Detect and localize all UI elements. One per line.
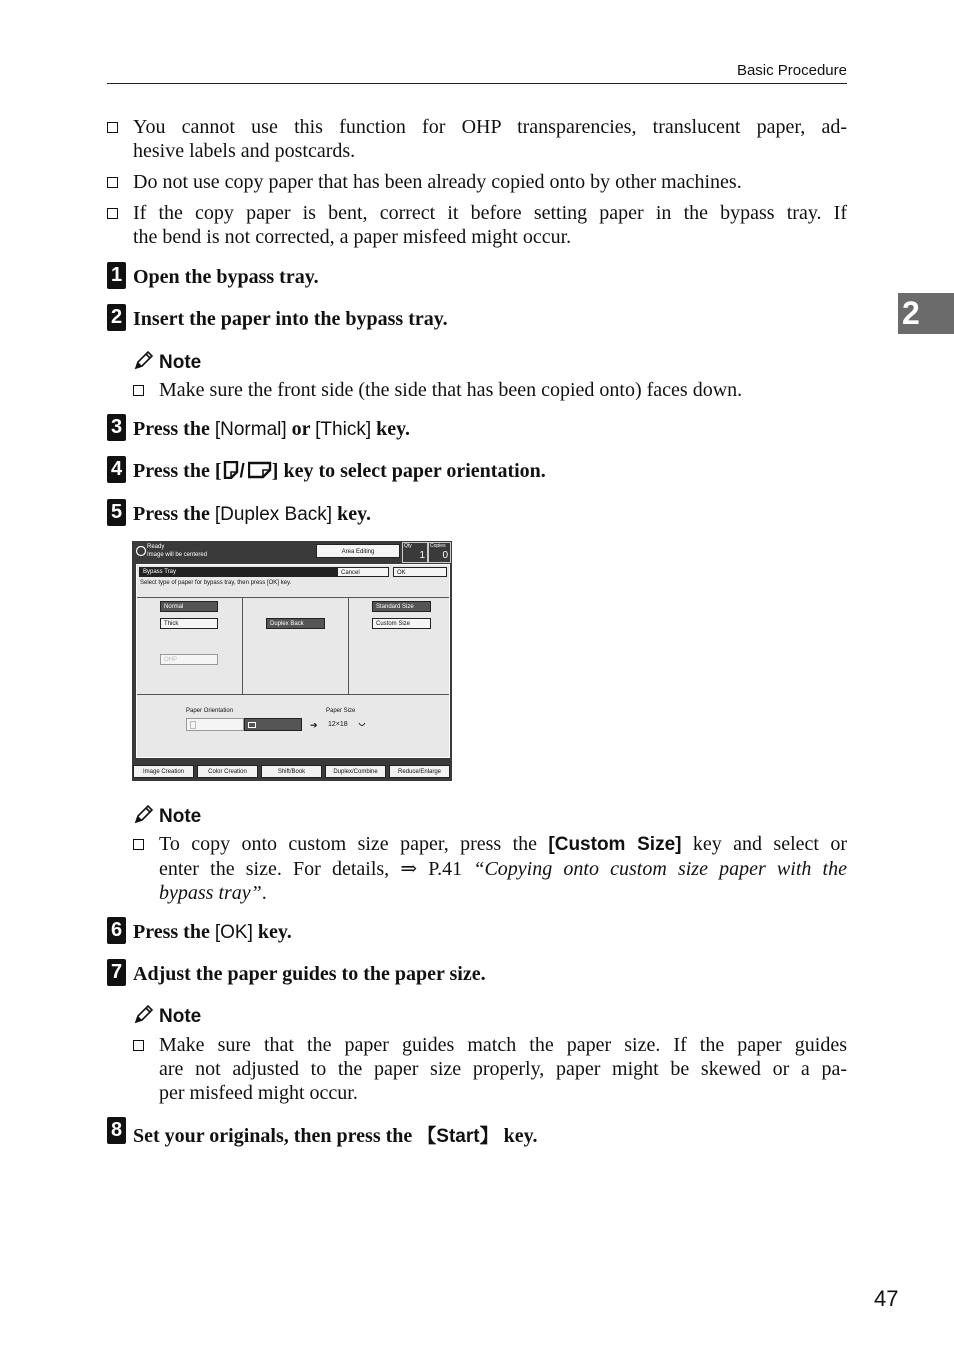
qty-value: 1 xyxy=(419,550,425,561)
step-number: 8 xyxy=(107,1117,126,1144)
normal-button[interactable]: Normal xyxy=(160,601,218,612)
checkbox-icon xyxy=(133,1040,144,1051)
checkbox-icon xyxy=(107,177,118,188)
qty-label: Qty xyxy=(404,543,412,549)
step-text-post: key. xyxy=(498,1125,538,1147)
step-text-pre: Press the [ xyxy=(133,460,222,482)
step-text: Adjust the paper guides to the paper size. xyxy=(133,963,486,985)
step-number: 2 xyxy=(107,304,126,331)
cancel-button[interactable]: Cancel xyxy=(337,567,389,577)
header-title: Basic Procedure xyxy=(736,62,847,79)
copies-value: 0 xyxy=(442,550,448,561)
chapter-tab: 2 xyxy=(898,293,954,334)
step-text: Open the bypass tray. xyxy=(133,266,319,288)
step-number: 5 xyxy=(107,499,126,526)
step-text-mid: or xyxy=(286,418,316,440)
custom-size-button[interactable]: Custom Size xyxy=(372,618,431,629)
pencil-icon xyxy=(133,1003,155,1025)
divider xyxy=(242,598,243,694)
step-text xyxy=(133,503,371,526)
bypass-tray-panel xyxy=(136,564,450,758)
reference-title: “Copying onto custom size paper with the xyxy=(473,858,847,880)
landscape-orientation-button[interactable] xyxy=(244,718,302,731)
checkbox-icon xyxy=(133,385,144,396)
note-label: Note xyxy=(159,352,202,373)
start-key-label: 【Start】 xyxy=(417,1126,499,1147)
duplex-back-button[interactable]: Duplex Back xyxy=(266,618,325,629)
panel-title-bar xyxy=(139,567,337,577)
tab-color-creation[interactable]: Color Creation xyxy=(197,765,258,778)
panel-instruction: Select type of paper for bypass tray, then press [OK] key. xyxy=(140,580,292,586)
pencil-icon xyxy=(133,803,155,825)
landscape-orientation-icon xyxy=(358,722,366,728)
paper-orientation-label: Paper Orientation xyxy=(186,708,234,714)
qty-box xyxy=(402,542,428,563)
step-text: Insert the paper into the bypass tray. xyxy=(133,308,448,330)
step-text xyxy=(133,460,546,483)
step-number: 6 xyxy=(107,917,126,944)
step-text-post: key. xyxy=(252,921,292,943)
standard-size-button[interactable]: Standard Size xyxy=(372,601,431,612)
step-text-pre: Press the xyxy=(133,921,215,943)
note-line: are not adjusted to the paper size properly, paper might be skewed or a pa- xyxy=(159,1058,847,1080)
portrait-orientation-button[interactable] xyxy=(186,718,244,731)
status-ready: Ready xyxy=(147,544,165,550)
ok-key-label: [OK] xyxy=(214,922,253,943)
step-number: 3 xyxy=(107,414,126,441)
page-header xyxy=(107,61,847,84)
step-text xyxy=(133,418,410,441)
note-text-pre: To copy onto custom size paper, press the xyxy=(159,833,549,855)
divider xyxy=(348,598,349,694)
checkbox-icon xyxy=(107,122,118,133)
page-number: 47 xyxy=(874,1286,899,1311)
step-text-pre: Set your originals, then press the xyxy=(133,1125,418,1147)
thick-button[interactable]: Thick xyxy=(160,618,218,629)
screen-status-bar xyxy=(132,541,452,563)
ok-button[interactable]: OK xyxy=(393,567,447,577)
power-icon xyxy=(135,545,147,557)
note-text-post: . xyxy=(261,882,267,904)
status-message: Image will be centered xyxy=(147,552,208,558)
note-line xyxy=(159,857,847,881)
note-text: Make sure the front side (the side that has been copied onto) faces down. xyxy=(159,379,743,401)
bullet-line: hesive labels and postcards. xyxy=(133,140,356,162)
portrait-orientation-icon xyxy=(190,721,196,729)
note-line: Make sure that the paper guides match the paper size. If the paper guides xyxy=(159,1034,847,1056)
tab-duplex-combine[interactable]: Duplex/Combine xyxy=(325,765,386,778)
step-text-post: key. xyxy=(332,503,371,525)
tab-image-creation[interactable]: Image Creation xyxy=(133,765,194,778)
step-number: 1 xyxy=(107,262,126,289)
bullet-line: the bend is not corrected, a paper misfeed might occur. xyxy=(133,226,572,248)
bullet-line: You cannot use this function for OHP transparencies, translucent paper, ad- xyxy=(133,116,847,138)
panel-title: Bypass Tray xyxy=(143,569,177,575)
custom-size-key-label: [Custom Size] xyxy=(548,834,682,855)
step-text xyxy=(133,921,292,944)
step-text-pre: Press the xyxy=(133,418,215,440)
step-text-post: ] key to select paper orientation. xyxy=(271,460,546,482)
ohp-button[interactable]: OHP xyxy=(160,654,218,665)
area-editing-button[interactable]: Area Editing xyxy=(316,544,400,558)
copies-label: Copies xyxy=(430,543,446,549)
arrow-right-icon: ➔ xyxy=(310,720,318,730)
note-text-post: key and select or xyxy=(681,833,847,855)
normal-key-label: [Normal] xyxy=(214,419,287,440)
note-label: Note xyxy=(159,1006,202,1027)
note-label: Note xyxy=(159,806,202,827)
landscape-orientation-icon xyxy=(248,722,256,728)
note-line: per misfeed might occur. xyxy=(159,1082,358,1104)
step-text xyxy=(133,1121,537,1148)
landscape-orientation-icon xyxy=(248,461,272,479)
step-number: 7 xyxy=(107,959,126,986)
pencil-icon xyxy=(133,349,155,371)
step-text-pre: Press the xyxy=(133,503,215,525)
paper-size-label: Paper Size xyxy=(326,708,356,714)
tab-shift-book[interactable]: Shift/Book xyxy=(261,765,322,778)
paper-size-value: 12×18 xyxy=(328,721,348,728)
copies-box xyxy=(428,542,451,563)
bullet-line: If the copy paper is bent, correct it before setting paper in the bypass tray. If xyxy=(133,202,847,224)
checkbox-icon xyxy=(107,208,118,219)
note-text-pre: enter the size. For details, ⇒ P.41 xyxy=(159,858,474,880)
portrait-orientation-icon xyxy=(222,461,240,479)
note-line xyxy=(159,832,847,857)
reference-title: bypass tray” xyxy=(159,882,262,904)
checkbox-icon xyxy=(133,839,144,850)
orientation-separator: / xyxy=(239,461,245,482)
note-line xyxy=(159,881,847,905)
control-panel-screen xyxy=(132,541,452,781)
tab-reduce-enlarge[interactable]: Reduce/Enlarge xyxy=(389,765,450,778)
thick-key-label: [Thick] xyxy=(315,419,372,440)
bullet-line: Do not use copy paper that has been already copied onto by other machines. xyxy=(133,171,742,193)
step-text-post: key. xyxy=(371,418,411,440)
step-number: 4 xyxy=(107,456,126,483)
duplex-back-key-label: [Duplex Back] xyxy=(214,504,333,525)
